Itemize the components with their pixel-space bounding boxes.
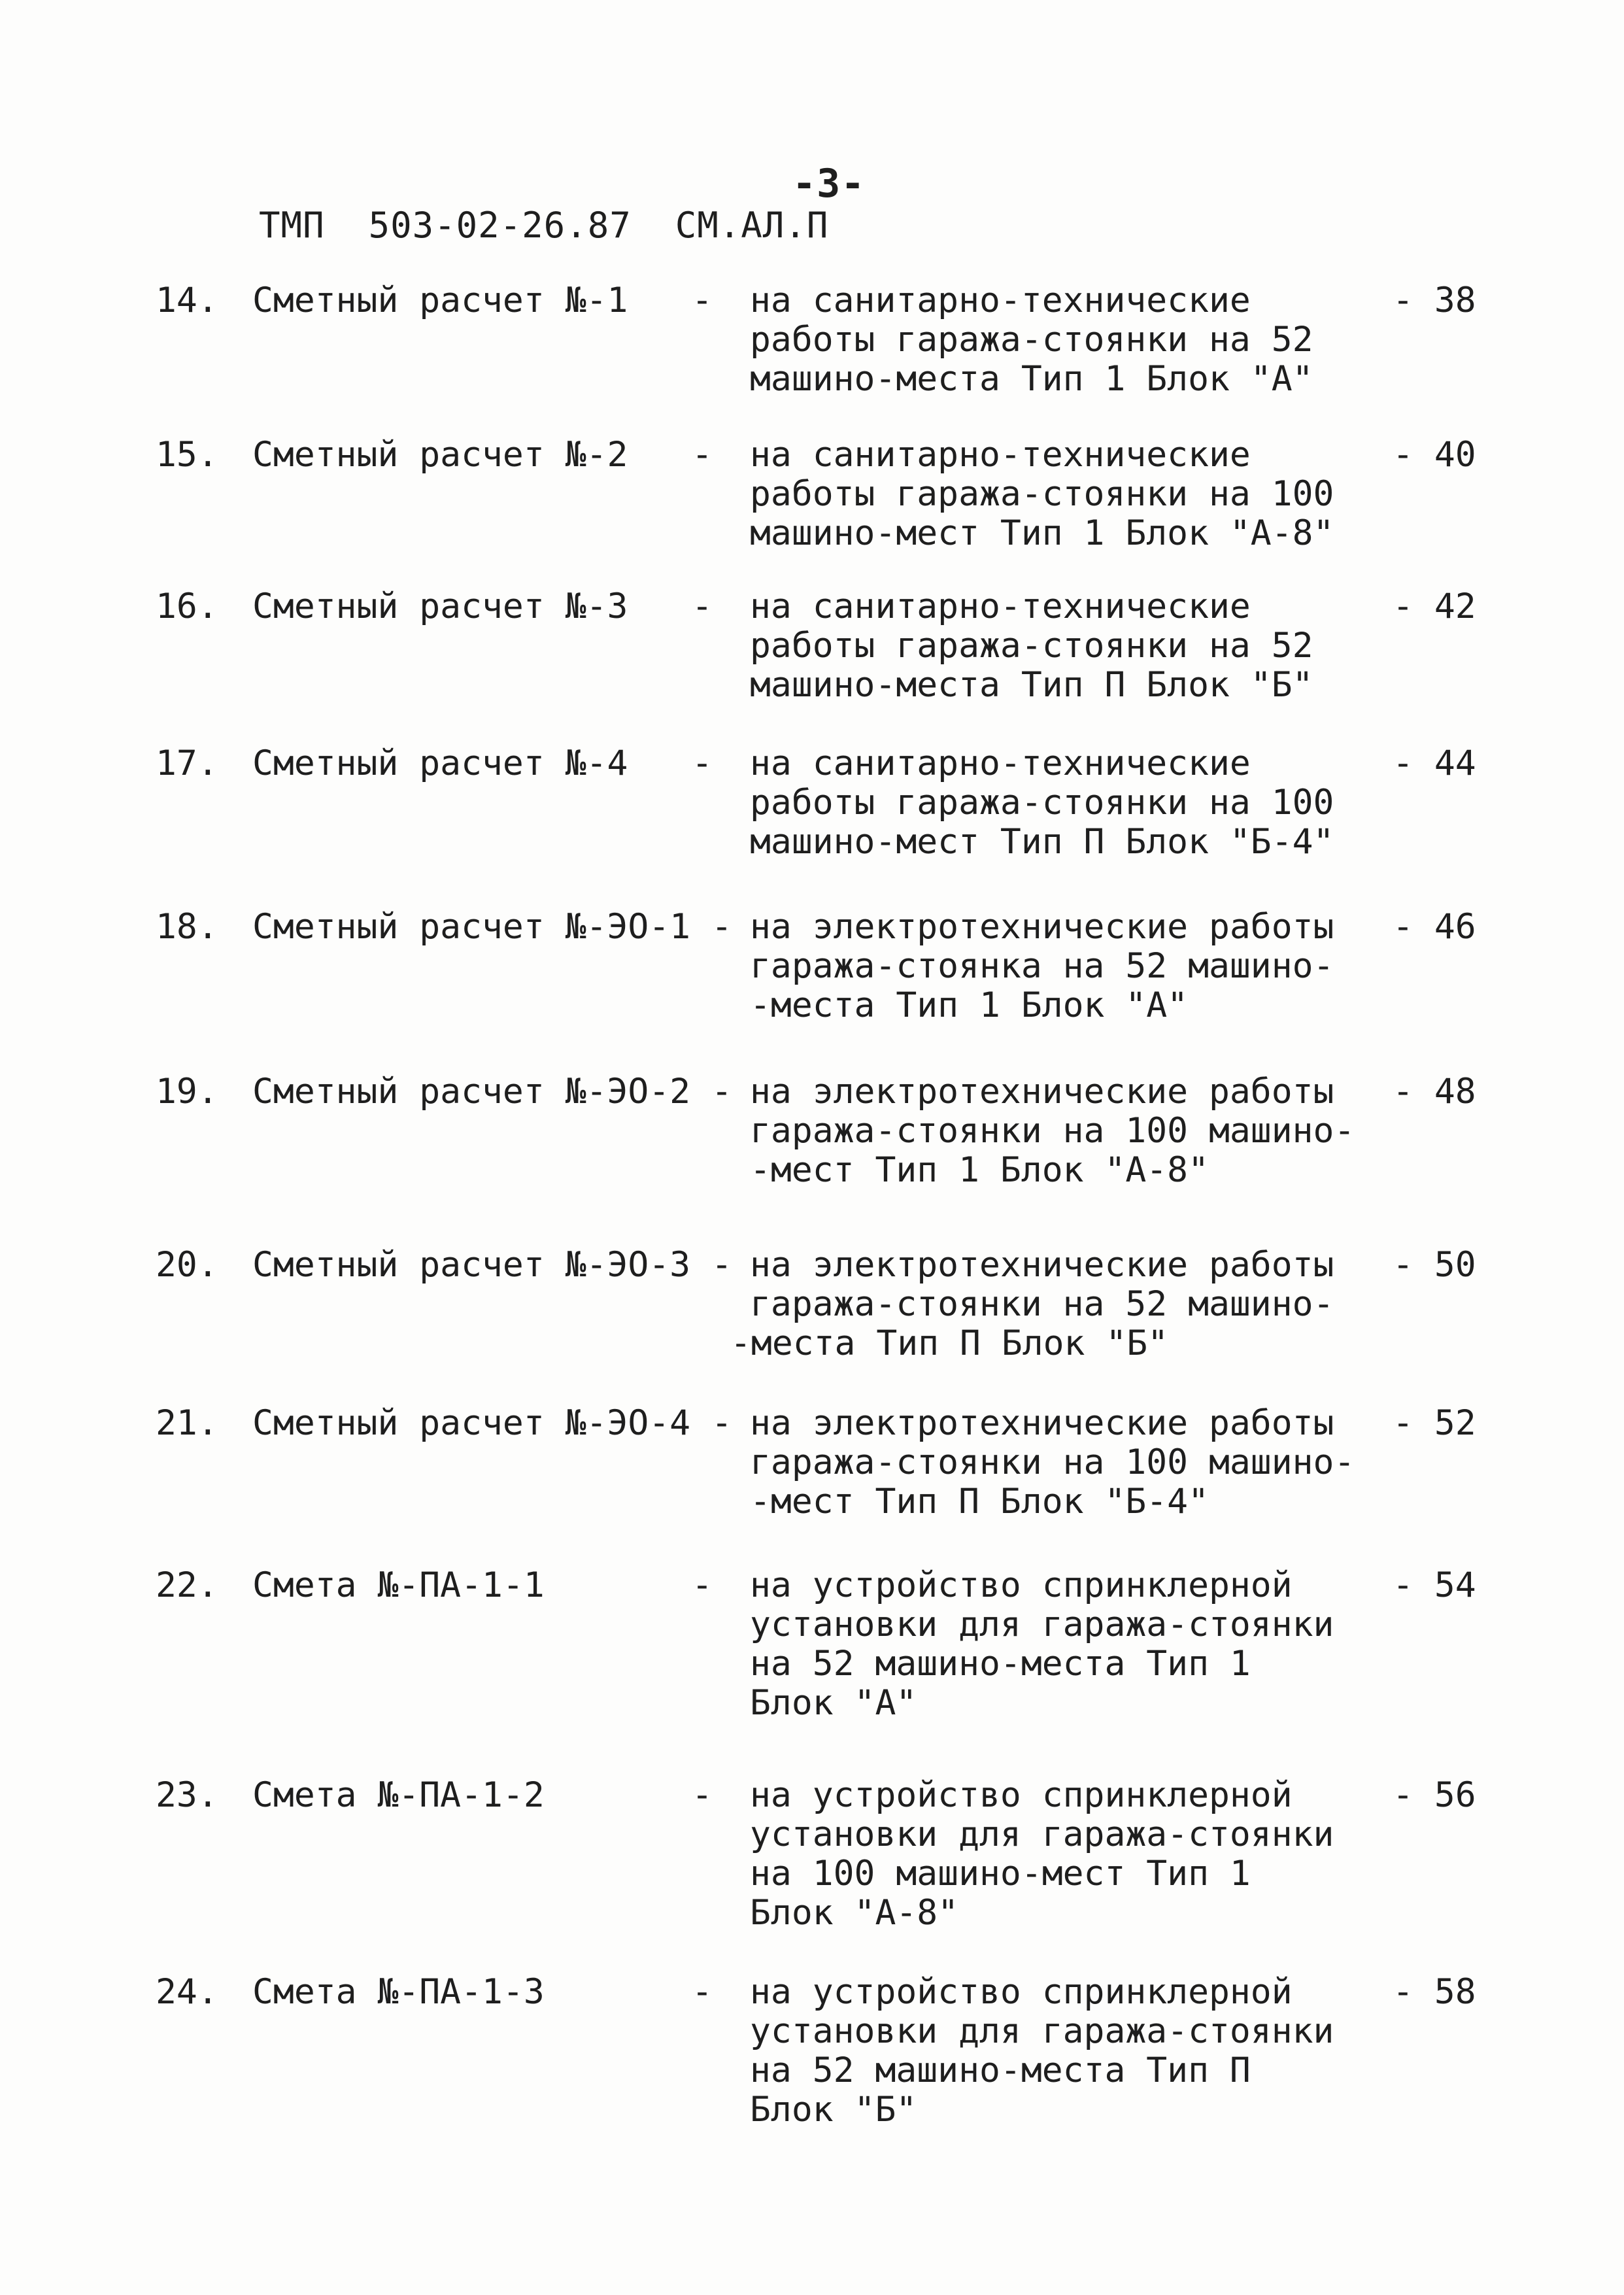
entry-description-line: Блок "А"	[750, 1683, 917, 1723]
entry-page-number: - 50	[1393, 1245, 1476, 1285]
entry-description-line: работы гаража-стоянки на 100	[750, 783, 1334, 823]
entry-title: Смета №-ПА-1-3	[252, 1972, 545, 2012]
entry-description-line: на санитарно-технические	[750, 743, 1251, 783]
entry-description	[750, 1776, 1358, 1933]
entry-description-line: гаража-стоянка на 52 машино-	[750, 946, 1334, 986]
entry-page-number: - 38	[1393, 280, 1476, 320]
entry-page-number: - 42	[1393, 586, 1476, 626]
page-number: -3-	[792, 161, 866, 207]
entry-description-line: на санитарно-технические	[750, 280, 1251, 320]
entry-number: 14.	[156, 280, 218, 320]
entry-dash: -	[692, 435, 713, 475]
entry-description-line: -мест Тип П Блок "Б-4"	[750, 1482, 1209, 1522]
entry-title: Сметный расчет №-ЭО-3 -	[252, 1245, 732, 1285]
entry-description	[750, 1404, 1358, 1522]
entry-title: Сметный расчет №-2	[252, 435, 628, 475]
entry-description-line: -места Тип П Блок "Б"	[730, 1323, 1169, 1363]
entry-description-line: на санитарно-технические	[750, 586, 1251, 626]
entry-description-line: машино-места Тип П Блок "Б"	[750, 665, 1313, 705]
entry-description-line: гаража-стоянки на 52 машино-	[750, 1284, 1334, 1324]
entry-description-line: на электротехнические работы	[750, 907, 1334, 947]
entry-description-line: машино-мест Тип 1 Блок "А-8"	[750, 513, 1334, 553]
entry-dash: -	[692, 586, 713, 626]
entry-number: 21.	[156, 1403, 218, 1443]
entry-page-number: - 52	[1393, 1403, 1476, 1443]
entry-description-line: работы гаража-стоянки на 52	[750, 626, 1313, 666]
document-code: ТМП 503-02-26.87 СМ.АЛ.П	[259, 205, 829, 246]
entry-description	[750, 1973, 1358, 2130]
entry-number: 17.	[156, 743, 218, 783]
entry-description-line: на электротехнические работы	[750, 1245, 1334, 1285]
entry-page-number: - 56	[1393, 1775, 1476, 1815]
entry-page-number: - 48	[1393, 1072, 1476, 1112]
entry-number: 23.	[156, 1775, 218, 1815]
entry-description-line: на устройство спринклерной	[750, 1775, 1293, 1815]
entry-description-line: на устройство спринклерной	[750, 1565, 1293, 1605]
entry-description	[750, 1566, 1358, 1723]
entry-number: 24.	[156, 1972, 218, 2012]
entry-description-line: установки для гаража-стоянки	[750, 1605, 1334, 1644]
entry-page-number: - 58	[1393, 1972, 1476, 2012]
entry-title: Сметный расчет №-ЭО-1 -	[252, 907, 732, 947]
entry-number: 18.	[156, 907, 218, 947]
entry-description-line: -мест Тип 1 Блок "А-8"	[750, 1150, 1209, 1190]
entry-description-line: -места Тип 1 Блок "А"	[750, 985, 1189, 1025]
entry-dash: -	[692, 1565, 713, 1605]
entry-description-line: на электротехнические работы	[750, 1072, 1334, 1112]
entry-description-line: машино-мест Тип П Блок "Б-4"	[750, 822, 1334, 862]
entry-description-line: Блок "Б"	[750, 2090, 917, 2130]
entry-title: Сметный расчет №-ЭО-2 -	[252, 1072, 732, 1112]
entry-title: Сметный расчет №-3	[252, 586, 628, 626]
entry-description-line: на санитарно-технические	[750, 435, 1251, 475]
entry-description	[750, 908, 1358, 1025]
entry-description	[750, 1072, 1358, 1190]
entry-description	[750, 435, 1358, 553]
entry-title: Сметный расчет №-ЭО-4 -	[252, 1403, 732, 1443]
entry-page-number: - 40	[1393, 435, 1476, 475]
entry-page-number: - 54	[1393, 1565, 1476, 1605]
entry-number: 22.	[156, 1565, 218, 1605]
entry-title: Смета №-ПА-1-2	[252, 1775, 545, 1815]
entry-title: Сметный расчет №-4	[252, 743, 628, 783]
entry-description-line: на 100 машино-мест Тип 1	[750, 1854, 1251, 1894]
entry-description-line: на 52 машино-места Тип 1	[750, 1644, 1251, 1684]
entry-dash: -	[692, 280, 713, 320]
entry-title: Смета №-ПА-1-1	[252, 1565, 545, 1605]
entry-number: 16.	[156, 586, 218, 626]
entry-page-number: - 44	[1393, 743, 1476, 783]
entry-number: 15.	[156, 435, 218, 475]
entry-description-line: работы гаража-стоянки на 52	[750, 320, 1313, 360]
entry-description-line: установки для гаража-стоянки	[750, 1814, 1334, 1854]
entry-page-number: - 46	[1393, 907, 1476, 947]
entry-description	[730, 1245, 1358, 1363]
entry-dash: -	[692, 1775, 713, 1815]
entry-dash: -	[692, 743, 713, 783]
entry-description-line: Блок "А-8"	[750, 1893, 959, 1933]
entry-description-line: гаража-стоянки на 100 машино-	[750, 1111, 1355, 1151]
entry-description-line: на 52 машино-места Тип П	[750, 2050, 1251, 2090]
entry-description-line: установки для гаража-стоянки	[750, 2011, 1334, 2051]
entry-number: 20.	[156, 1245, 218, 1285]
entry-title: Сметный расчет №-1	[252, 280, 628, 320]
entry-description-line: работы гаража-стоянки на 100	[750, 474, 1334, 514]
entry-description-line: на устройство спринклерной	[750, 1972, 1293, 2012]
entry-number: 19.	[156, 1072, 218, 1112]
entry-description	[750, 281, 1358, 399]
entry-description-line: машино-места Тип 1 Блок "А"	[750, 359, 1313, 399]
entry-dash: -	[692, 1972, 713, 2012]
entry-description-line: на электротехнические работы	[750, 1403, 1334, 1443]
entry-description	[750, 744, 1358, 862]
entry-description	[750, 587, 1358, 705]
entry-description-line: гаража-стоянки на 100 машино-	[750, 1442, 1355, 1482]
